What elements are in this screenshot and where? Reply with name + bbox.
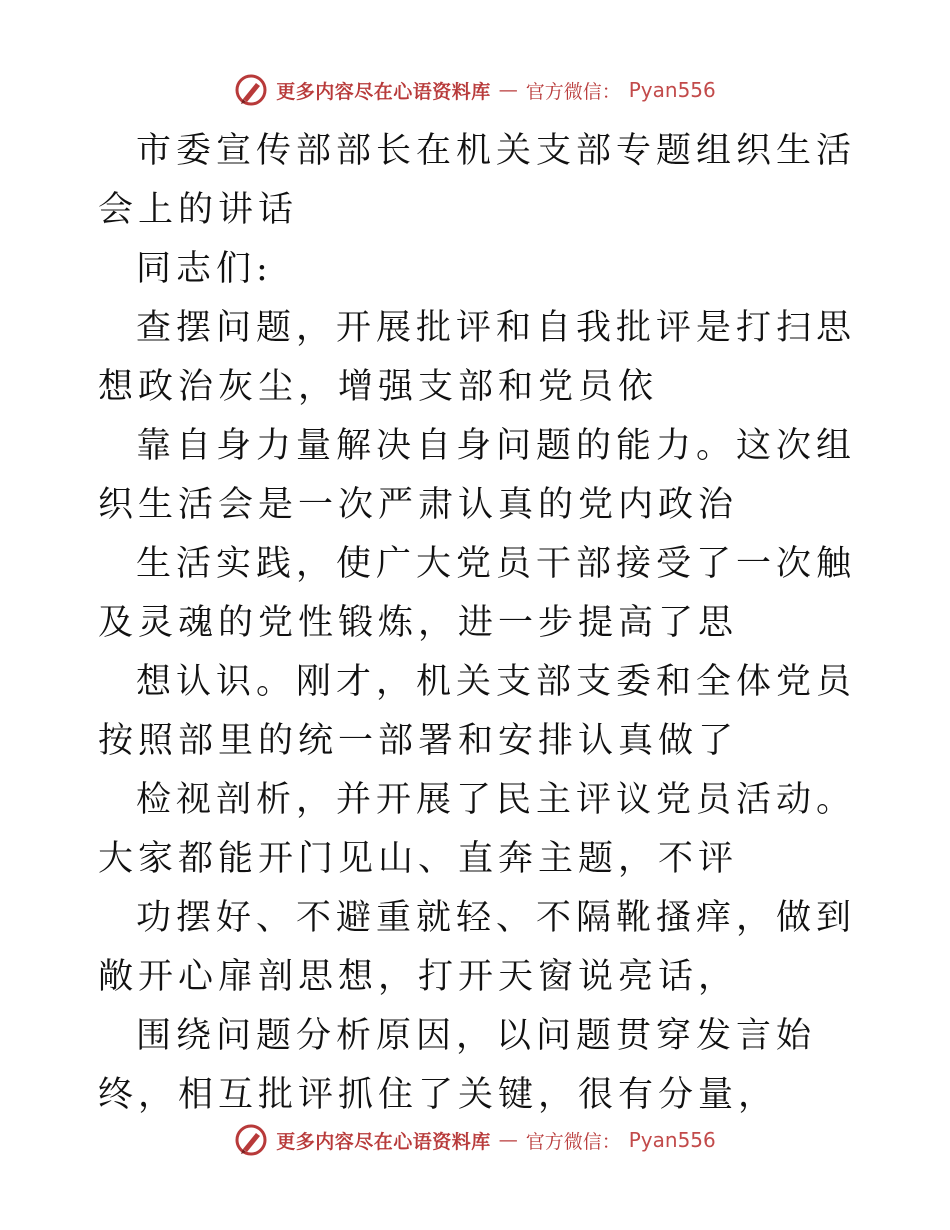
pen-logo-icon (234, 73, 268, 107)
banner-wechat-label: 官方微信： (525, 80, 621, 103)
banner-wechat-id: Pyan556 (628, 78, 716, 102)
header-watermark-banner (0, 70, 950, 110)
banner-text: 更多内容尽在心语资料库 (276, 80, 491, 103)
paragraph: 围绕问题分析原因，以问题贯穿发言始终，相互批评抓住了关键，很有分量， (98, 1016, 817, 1115)
document-body (98, 122, 858, 1125)
paragraph: 检视剖析，并开展了民主评议党员活动。大家都能开门见山、直奔主题，不评 (98, 780, 857, 879)
paragraph: 同志们: (136, 249, 273, 289)
paragraph: 想认识。刚才，机关支部支委和全体党员按照部里的统一部署和安排认真做了 (98, 662, 857, 761)
paragraph: 功摆好、不避重就轻、不隔靴搔痒，做到敞开心扉剖思想，打开天窗说亮话， (98, 898, 857, 997)
footer-watermark-banner (0, 1120, 950, 1160)
paragraph: 查摆问题，开展批评和自我批评是打扫思想政治灰尘，增强支部和党员依 (98, 308, 857, 407)
banner-separator: — (498, 1129, 518, 1151)
banner-wechat-label: 官方微信： (525, 1130, 621, 1153)
banner-text: 更多内容尽在心语资料库 (276, 1130, 491, 1153)
paragraph: 生活实践，使广大党员干部接受了一次触及灵魂的党性锻炼，进一步提高了思 (98, 544, 857, 643)
banner-wechat-id: Pyan556 (628, 1128, 716, 1152)
document-title: 市委宣传部部长在机关支部专题组织生活会上的讲话 (98, 131, 857, 230)
pen-logo-icon (234, 1123, 268, 1157)
banner-separator: — (498, 79, 518, 101)
paragraph: 靠自身力量解决自身问题的能力。这次组织生活会是一次严肃认真的党内政治 (98, 426, 857, 525)
